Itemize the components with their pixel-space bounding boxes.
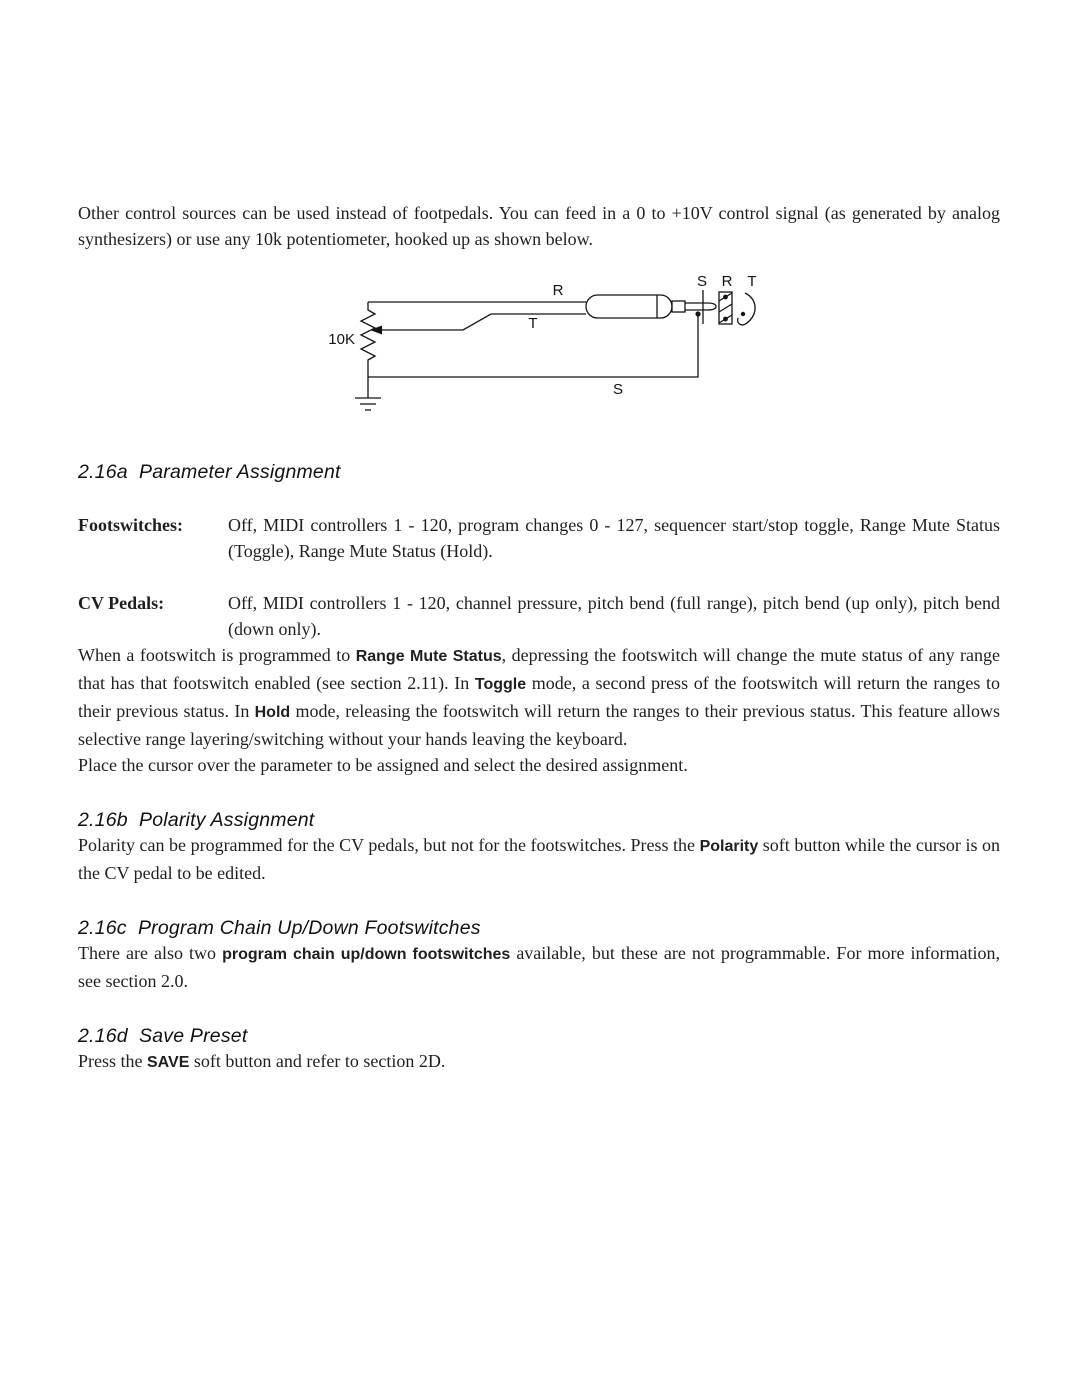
text-run: available, but these are not programmable. For more information, see section 2.0. (78, 943, 1000, 991)
text-run: mode, releasing the footswitch will return the ranges to their previous status. This feature allows selective range layering/switching without your hands leaving the keyboard. (78, 701, 1000, 749)
definition-desc-footswitches: Off, MIDI controllers 1 - 120, program changes 0 - 127, sequencer start/stop toggle, Range Mute Status (Toggle), Range Mute Status (Hold). (228, 515, 1000, 561)
program-chain-paragraph (78, 940, 1000, 994)
text-run: Press the (78, 1051, 147, 1071)
definition-term-cv-pedals: CV Pedals: (78, 593, 165, 613)
definition-desc-cv-pedals: Off, MIDI controllers 1 - 120, channel pressure, pitch bend (full range), pitch bend (up only), pitch bend (down only). (228, 593, 1000, 639)
bold-term: SAVE (147, 1054, 190, 1071)
save-preset-paragraph (78, 1048, 1000, 1076)
bold-term: Range Mute Status (355, 648, 502, 665)
definition-footswitches (78, 512, 1000, 564)
section-heading-2-16b: 2.16b Polarity Assignment (78, 809, 315, 831)
text-run: soft button and refer to section 2D. (189, 1051, 446, 1071)
text-run: Polarity can be programmed for the CV pedals, but not for the footswitches. Press the (78, 835, 700, 855)
potentiometer-symbol (361, 302, 382, 377)
definition-cv-pedals (78, 590, 1000, 642)
text-run: , depressing the footswitch will change the mute status of any range that has that footswitch enabled (see section 2.11). In (78, 645, 1001, 693)
jack-tip-label: T (747, 273, 757, 290)
text-run: mode, a second press of the footswitch will return the ranges to their previous status. In (78, 673, 1000, 721)
sleeve-wire-label: S (612, 381, 624, 398)
definition-term-footswitches: Footswitches: (78, 515, 183, 535)
bold-term: Toggle (474, 676, 527, 693)
ground-symbol (355, 377, 381, 410)
section-heading-2-16c: 2.16c Program Chain Up/Down Footswitches (78, 917, 481, 939)
pot-value-label: 10K (328, 331, 355, 348)
tip-wire-label: T (528, 315, 538, 332)
intro-paragraph: Other control sources can be used instead of footpedals. You can feed in a 0 to +10V control signal (as generated by analog synthesizers) or use any 10k potentiometer, hooked up as shown below. (78, 203, 1000, 249)
wiring-diagram (315, 270, 785, 430)
jack-ring-label: R (721, 273, 733, 290)
jack-sleeve-label: S (696, 273, 708, 290)
text-run: There are also two (78, 943, 223, 963)
jack-contacts-symbol (703, 290, 755, 325)
cursor-instruction-paragraph: Place the cursor over the parameter to be assigned and select the desired assignment. (78, 755, 688, 775)
trs-plug-symbol (586, 295, 716, 318)
text-run: soft button while the cursor is on the CV pedal to be edited. (78, 835, 1000, 883)
range-mute-paragraph (78, 642, 1000, 752)
bold-term: program chain up/down footswitches (222, 946, 511, 963)
bold-term: Polarity (699, 838, 759, 855)
section-heading-2-16d: 2.16d Save Preset (78, 1025, 248, 1047)
potentiometer-schematic (315, 270, 785, 430)
ring-wire-label: R (552, 282, 564, 299)
polarity-paragraph (78, 832, 1000, 886)
text-run: When a footswitch is programmed to (78, 645, 356, 665)
bold-term: Hold (254, 704, 291, 721)
section-heading-2-16a: 2.16a Parameter Assignment (78, 461, 341, 483)
